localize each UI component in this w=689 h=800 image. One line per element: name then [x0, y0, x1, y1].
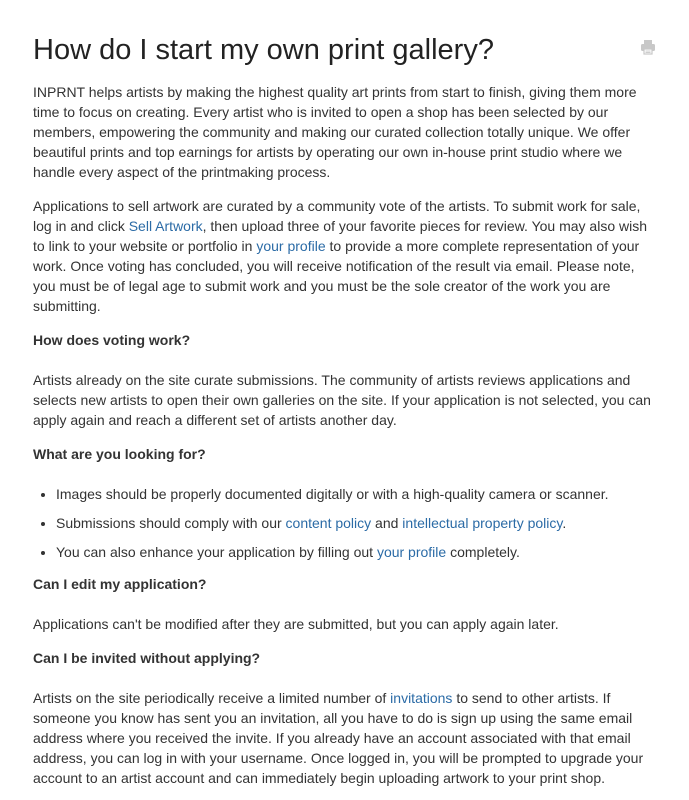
content-policy-link[interactable]: content policy: [285, 515, 372, 531]
voting-heading: How does voting work?: [33, 332, 191, 348]
invited-paragraph: Artists on the site periodically receive a limited number of invitations to send to other artists. If someone you know has sent you an invitation, all you have to do is sign up using the same email address where you received the invite. If you already have an account associated with that email address, you can log in with your username. Once logged in, you will be prompted to upgrade your account to an artist account and can immediately begin uploading artwork to your print shop.: [33, 690, 644, 786]
looking-for-heading: What are you looking for?: [33, 446, 206, 462]
list-item: • You can also enhance your application by filling out your profile completely.: [56, 542, 656, 562]
requirements-list: [33, 484, 656, 562]
apply-paragraph: Applications to sell artwork are curated by a community vote of the artists. To submit work for sale, log in and click Sell Artwork, then upload three of your favorite pieces for review. You may also wish to link to your website or portfolio in your profile to provide a more complete representation of your work. Once voting has concluded, you will receive notification of the result via email. Please note, you must be of legal age to submit work and you must be the sole creator of the work you are submitting.: [33, 198, 648, 314]
invitations-link[interactable]: invitations: [390, 690, 453, 706]
intro-paragraph: INPRNT helps artists by making the highest quality art prints from start to finish, giving them more time to focus on creating. Every artist who is invited to open a shop has been selected by our members, empowering the community and making our curated collection totally unique. We offer beautiful prints and top earnings for artists by operating our own in-house print studio where we handle every aspect of the printmaking process.: [33, 84, 637, 180]
edit-heading: Can I edit my application?: [33, 576, 207, 592]
list-item: • Submissions should comply with our content policy and intellectual property policy.: [56, 513, 656, 533]
voting-paragraph: Artists already on the site curate submissions. The community of artists reviews applications and selects new artists to open their own galleries on the site. If your application is not selected, you can apply again and reach a different set of artists another day.: [33, 372, 651, 428]
your-profile-link[interactable]: your profile: [256, 238, 326, 254]
sell-artwork-link[interactable]: Sell Artwork: [128, 218, 203, 234]
printer-icon[interactable]: [640, 39, 656, 55]
intellectual-property-policy-link[interactable]: intellectual property policy: [402, 515, 563, 531]
list-item: • Images should be properly documented digitally or with a high-quality camera or scanner.: [56, 484, 656, 504]
page-title: How do I start my own print gallery?: [33, 34, 494, 66]
your-profile-link[interactable]: your profile: [376, 544, 447, 560]
invited-heading: Can I be invited without applying?: [33, 650, 261, 666]
edit-paragraph: Applications can't be modified after they are submitted, but you can apply again later.: [33, 616, 559, 632]
